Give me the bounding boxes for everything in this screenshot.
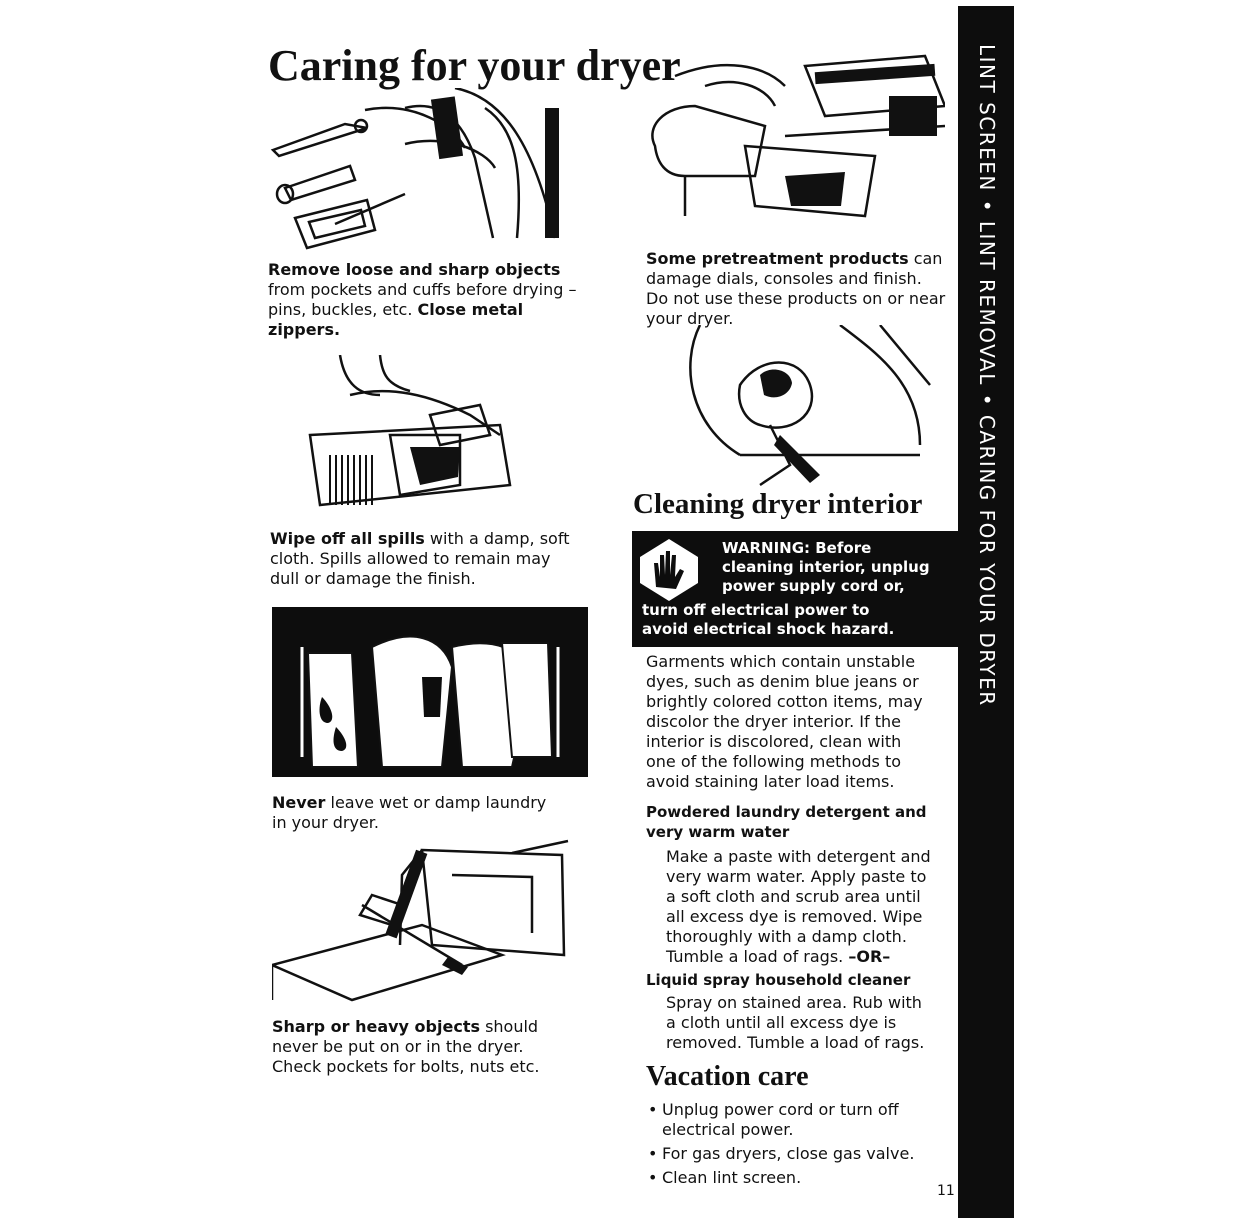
pretreat-text-c: Do not use these products on or near: [646, 289, 946, 308]
cleaning-para-line7: avoid staining later load items.: [646, 772, 895, 791]
cleaning-para-line1: Garments which contain unstable: [646, 652, 916, 671]
close-zippers-emphasis2: zippers.: [268, 320, 341, 339]
pocket-objects-illustration: [255, 88, 600, 253]
page-title: Caring for your dryer: [268, 41, 681, 90]
wipe-spills-text-b: cloth. Spills allowed to remain may: [270, 549, 551, 568]
method2-heading: Liquid spray household cleaner: [646, 971, 911, 989]
method1-line3: a soft cloth and scrub area until: [666, 887, 921, 906]
sharp-heavy-heading: Sharp or heavy objects: [272, 1017, 480, 1036]
wipe-spills-heading: Wipe off all spills: [270, 529, 425, 548]
warning-line1: WARNING: Before: [722, 539, 872, 557]
sharp-heavy-line1: [272, 1017, 602, 1037]
warning-line5: avoid electrical shock hazard.: [642, 620, 895, 638]
method2-line3: removed. Tumble a load of rags.: [666, 1033, 925, 1052]
sharp-heavy-text-b: never be put on or in the dryer.: [272, 1037, 524, 1056]
wet-laundry-illustration: [272, 607, 588, 777]
sharp-heavy-text-c: Check pockets for bolts, nuts etc.: [272, 1057, 540, 1076]
method1-line2: very warm water. Apply paste to: [666, 867, 927, 886]
wipe-spill-illustration: [270, 355, 570, 515]
method1-line6-text: Tumble a load of rags.: [666, 947, 844, 966]
cleaning-para-line2: dyes, such as denim blue jeans or: [646, 672, 919, 691]
cleaning-drum-illustration: [680, 325, 940, 490]
wipe-spills-text-c: dull or damage the finish.: [270, 569, 476, 588]
method2-line1: Spray on stained area. Rub with: [666, 993, 922, 1012]
wipe-spills-line1: [270, 529, 610, 549]
never-leave-line1: [272, 793, 602, 813]
pretreat-text-a: can: [913, 249, 943, 268]
pretreat-line1: [646, 249, 958, 269]
sharp-heavy-text-a: should: [485, 1017, 539, 1036]
wipe-spills-text-a: with a damp, soft: [429, 529, 570, 548]
spray-can-illustration: [645, 46, 945, 236]
hammer-illustration: [272, 835, 572, 1005]
warning-box: [632, 531, 958, 647]
method1-or: –OR–: [848, 947, 891, 966]
side-tab-label: LINT SCREEN • LINT REMOVAL • CARING FOR YOUR DRYER: [975, 44, 999, 707]
method1-line5: thoroughly with a damp cloth.: [666, 927, 907, 946]
method1-line6: [666, 947, 958, 967]
cleaning-para-line6: one of the following methods to: [646, 752, 901, 771]
never-heading: Never: [272, 793, 326, 812]
remove-objects-text-b: pins, buckles, etc.: [268, 300, 413, 319]
close-zippers-emphasis: Close metal: [417, 300, 524, 319]
cleaning-para-line4: discolor the dryer interior. If the: [646, 712, 901, 731]
method1-heading-line1: Powdered laundry detergent and: [646, 803, 927, 821]
vacation-item-3: • Clean lint screen.: [648, 1168, 802, 1187]
pretreat-heading: Some pretreatment products: [646, 249, 909, 268]
remove-objects-text-line2: [268, 300, 613, 320]
vacation-item-2: • For gas dryers, close gas valve.: [648, 1144, 915, 1163]
method1-line1: Make a paste with detergent and: [666, 847, 931, 866]
vacation-title: Vacation care: [646, 1061, 809, 1092]
cleaning-para-line5: interior is discolored, clean with: [646, 732, 902, 751]
never-text-b: in your dryer.: [272, 813, 379, 832]
pretreat-text-d: your dryer.: [646, 309, 734, 328]
vacation-item-1: • Unplug power cord or turn off: [648, 1100, 899, 1119]
method2-line2: a cloth until all excess dye is: [666, 1013, 897, 1032]
never-text-a: leave wet or damp laundry: [330, 793, 547, 812]
remove-objects-heading: Remove loose and sharp objects: [268, 260, 561, 279]
cleaning-title: Cleaning dryer interior: [633, 488, 923, 520]
warning-line3: power supply cord or,: [722, 577, 905, 595]
method1-line4: all excess dye is removed. Wipe: [666, 907, 923, 926]
pretreat-text-b: damage dials, consoles and finish.: [646, 269, 922, 288]
method1-heading-line2: very warm water: [646, 823, 790, 841]
warning-line4: turn off electrical power to: [642, 601, 870, 619]
warning-line2: cleaning interior, unplug: [722, 558, 930, 576]
hand-warning-icon: [638, 537, 700, 603]
vacation-item-1-cont: electrical power.: [662, 1120, 794, 1139]
remove-objects-text-a: from pockets and cuffs before drying –: [268, 280, 577, 299]
page-number: 11: [937, 1183, 955, 1199]
cleaning-para-line3: brightly colored cotton items, may: [646, 692, 923, 711]
